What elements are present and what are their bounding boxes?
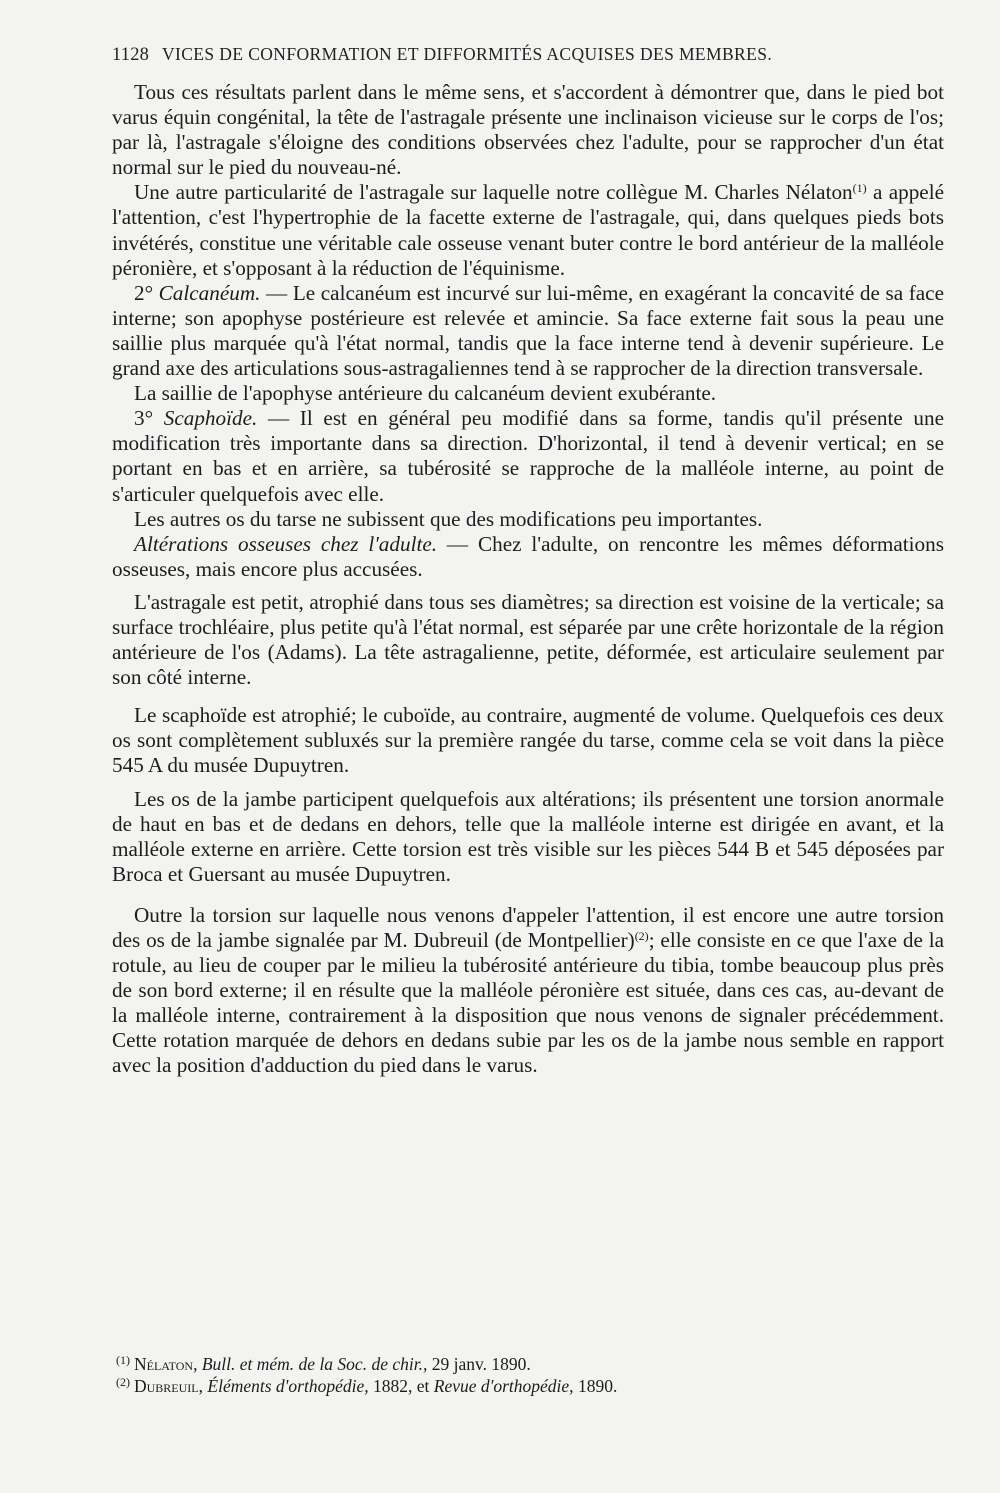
paragraph-text: La saillie de l'apophyse antérieure du calcanéum devient exubérante. (134, 381, 717, 406)
footnote-work: Revue d'orthopédie, (433, 1376, 574, 1396)
footnote-text: 1890. (573, 1376, 618, 1396)
paragraph-text: — Il est en général peu modifié dans sa forme, tandis qu'il présente une modification très importante dans sa direction. D'horizontal, il tend à devenir vertical; en se portant en bas et en arrière, sa tubérosité se rapproche de la malléole interne, au point de s'articuler quelquefois avec elle. (112, 406, 944, 506)
footnote-text: 29 janv. 1890. (427, 1354, 531, 1374)
paragraph-text: Les os de la jambe participent quelquefois aux altérations; ils présentent une torsion anormale de haut en bas et de dedans en dehors, telle que la malléole interne est dirigée en avant, et la malléole externe en arrière. Cette torsion est très visible sur les pièces 544 B et 545 déposées par Broca et Guersant au musée Dupuytren. (112, 786, 944, 886)
footnote-author: Dubreuil, (134, 1376, 204, 1396)
paragraph-text: Une autre particularité de l'astragale sur laquelle notre collègue M. Charles Nélaton (134, 180, 853, 205)
paragraph-text: L'astragale est petit, atrophié dans tous ses diamètres; sa direction est voisine de la verticale; sa surface trochléaire, plus petite qu'à l'état normal, est séparée par une crête horizontale de la région antérieure de l'os (Adams). La tête astragalienne, petite, déformée, est articulaire seulement par son côté interne. (112, 589, 944, 690)
paragraph (112, 80, 944, 180)
section-title: Calcanéum. (158, 280, 261, 305)
section-title: Scaphoïde. (163, 406, 258, 431)
page-number: 1128 (112, 45, 150, 65)
footnote-work: Bull. et mém. de la Soc. de chir., (201, 1354, 428, 1374)
paragraph-text: Le scaphoïde est atrophié; le cuboïde, au contraire, augmenté de volume. Quelquefois ces deux os sont complètement subluxés sur la première rangée du tarse, comme cela se voit dans la pièce 545 A du musée Dupuytren. (112, 703, 944, 778)
paragraph-text: — Chez l'adulte, on rencontre les mêmes déformations osseuses, mais encore plus accusées. (112, 531, 944, 581)
paragraph (112, 381, 944, 406)
running-title: VICES DE CONFORMATION ET DIFFORMITÉS ACQUISES DES MEMBRES. (161, 44, 773, 64)
paragraph-text: a appelé l'attention, c'est l'hypertrophie de la facette externe de l'astragale, qui, dans quelques pieds bots invétérés, constitue une véritable cale osseuse venant buter contre le bord antérieur de la malléole péronière, et s'opposant à la réduction de l'équinisme. (112, 180, 944, 280)
section-title: Altérations osseuses chez l'adulte. (134, 531, 438, 556)
footnote-mark: (1) (116, 1353, 130, 1367)
footnote-mark: (2) (116, 1375, 130, 1389)
body-text (112, 80, 944, 1079)
paragraph-text: — Le calcanéum est incurvé sur lui-même, en exagérant la concavité de sa face interne; son apophyse postérieure est relevée et amincie. Sa face externe fait sous la peau une saillie plus marquée qu'à l'état normal, tandis que la face interne tend à devenir supérieure. Le grand axe des articulations sous-astragaliennes tend à se rapprocher de la direction transversale. (112, 280, 944, 381)
paragraph (112, 281, 944, 381)
section-number: 3° (134, 406, 164, 431)
footnote-work: Éléments d'orthopédie, (207, 1376, 369, 1396)
footnote-reference: (1) (852, 181, 867, 196)
paragraph-text: Les autres os du tarse ne subissent que des modifications peu importantes. (134, 506, 763, 531)
paragraph (112, 787, 944, 887)
paragraph-text: ; elle consiste en ce que l'axe de la rotule, au lieu de couper par le milieu la tubérosité antérieure du tibia, tombe beaucoup plus près de son bord externe; il en résulte que la malléole péronière est située, dans ces cas, au-devant de la malléole interne, contrairement à la disposition que nous venons de signaler précédemment. Cette rotation marquée de dehors en dedans subie par les os de la jambe nous semble en rapport avec la position d'adduction du pied dans le varus. (112, 928, 944, 1078)
paragraph (112, 590, 944, 690)
paragraph (112, 180, 944, 280)
footnote (112, 1353, 912, 1375)
section-number: 2° (134, 280, 159, 305)
paragraph (112, 903, 944, 1079)
footnote-reference: (2) (634, 929, 649, 943)
footnotes (112, 1353, 912, 1397)
paragraph (112, 703, 944, 778)
running-head (112, 44, 892, 66)
paragraph (112, 507, 944, 532)
paragraph (112, 406, 944, 506)
footnote-author: Nélaton, (134, 1354, 198, 1374)
paragraph-text: Outre la torsion sur laquelle nous venons d'appeler l'attention, il est encore une autre torsion des os de la jambe signalée par M. Dubreuil (de Montpellier) (112, 902, 944, 952)
paragraph-text: Tous ces résultats parlent dans le même sens, et s'accordent à démontrer que, dans le pied bot varus équin congénital, la tête de l'astragale présente une inclinaison vicieuse sur le corps de l'os; par là, l'astragale s'éloigne des conditions observées chez l'adulte, pour se rapprocher d'un état normal sur le pied du nouveau-né. (112, 80, 944, 180)
footnote-text: 1882, et (368, 1376, 434, 1396)
paragraph (112, 532, 944, 582)
footnote (112, 1375, 912, 1397)
